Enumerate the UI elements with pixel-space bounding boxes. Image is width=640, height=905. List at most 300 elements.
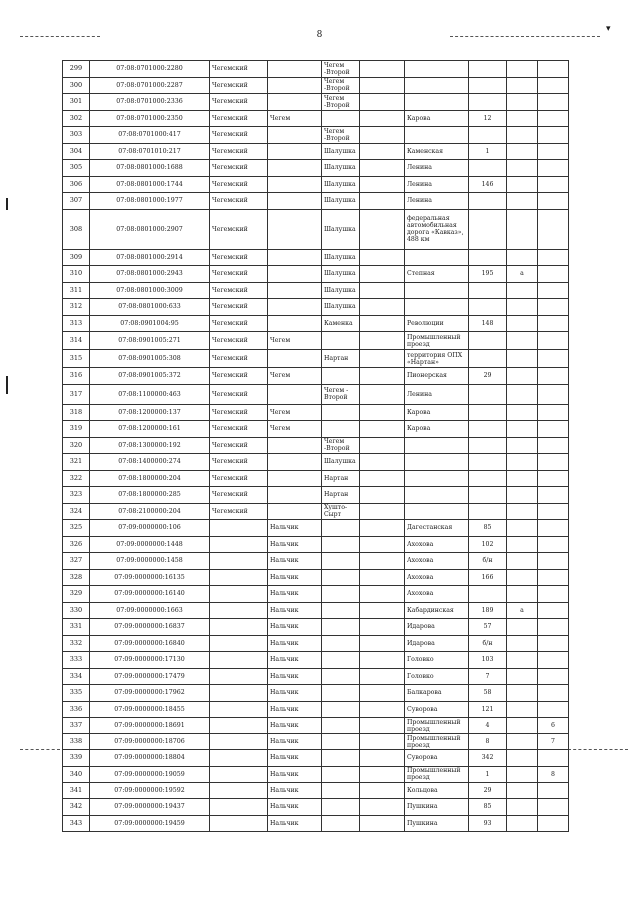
municipality-cell: [210, 766, 268, 782]
municipality-cell: Чегемский: [210, 454, 268, 471]
settlement-cell: [268, 193, 322, 210]
street-cell: [405, 282, 469, 299]
house-cell: 8: [469, 734, 507, 750]
locality-cell: [322, 110, 360, 127]
table-row: [63, 602, 569, 619]
house-cell: [469, 437, 507, 454]
municipality-cell: [210, 536, 268, 553]
cadastral-number-cell: 07:08:1100000:463: [90, 384, 210, 404]
apartment-cell: [538, 536, 569, 553]
street-cell: [405, 94, 469, 111]
table-row: [63, 61, 569, 78]
cadastral-number-cell: 07:09:0000000:16840: [90, 635, 210, 652]
table-row: [63, 77, 569, 94]
village-cell: [360, 701, 405, 718]
municipality-cell: Чегемский: [210, 160, 268, 177]
settlement-cell: Нальчик: [268, 685, 322, 702]
row-number-cell: 314: [63, 332, 90, 350]
row-number-cell: 315: [63, 350, 90, 368]
street-cell: Ленина: [405, 384, 469, 404]
village-cell: [360, 536, 405, 553]
village-cell: [360, 127, 405, 144]
settlement-cell: [268, 282, 322, 299]
apartment-cell: [538, 701, 569, 718]
row-number-cell: 300: [63, 77, 90, 94]
municipality-cell: Чегемский: [210, 77, 268, 94]
house-cell: [469, 470, 507, 487]
table-row: [63, 569, 569, 586]
municipality-cell: [210, 718, 268, 734]
municipality-cell: [210, 652, 268, 669]
table-row: [63, 266, 569, 283]
house-cell: 166: [469, 569, 507, 586]
table-row: [63, 815, 569, 832]
street-cell: Пушкина: [405, 799, 469, 816]
street-cell: Дагестанская: [405, 520, 469, 537]
street-cell: Ленина: [405, 160, 469, 177]
locality-cell: [322, 586, 360, 603]
cadastral-number-cell: 07:09:0000000:1663: [90, 602, 210, 619]
table-row: [63, 652, 569, 669]
settlement-cell: [268, 470, 322, 487]
street-cell: Ленина: [405, 176, 469, 193]
settlement-cell: [268, 384, 322, 404]
building-cell: а: [507, 602, 538, 619]
building-cell: [507, 520, 538, 537]
street-cell: Головко: [405, 668, 469, 685]
building-cell: [507, 799, 538, 816]
building-cell: [507, 569, 538, 586]
apartment-cell: 6: [538, 718, 569, 734]
street-cell: Промышленный проезд: [405, 332, 469, 350]
house-cell: 93: [469, 815, 507, 832]
village-cell: [360, 799, 405, 816]
settlement-cell: Нальчик: [268, 750, 322, 767]
municipality-cell: [210, 586, 268, 603]
village-cell: [360, 421, 405, 438]
apartment-cell: [538, 176, 569, 193]
table-row: [63, 619, 569, 636]
settlement-cell: [268, 94, 322, 111]
house-cell: 148: [469, 315, 507, 332]
house-cell: [469, 282, 507, 299]
settlement-cell: Нальчик: [268, 782, 322, 799]
settlement-cell: Нальчик: [268, 602, 322, 619]
house-cell: [469, 586, 507, 603]
house-cell: 189: [469, 602, 507, 619]
cadastral-number-cell: 07:09:0000000:19592: [90, 782, 210, 799]
village-cell: [360, 266, 405, 283]
locality-cell: Шалушка: [322, 299, 360, 316]
municipality-cell: Чегемский: [210, 437, 268, 454]
village-cell: [360, 368, 405, 385]
table-row: [63, 299, 569, 316]
cadastral-number-cell: 07:08:1200000:161: [90, 421, 210, 438]
house-cell: [469, 193, 507, 210]
cadastral-number-cell: 07:08:1800000:204: [90, 470, 210, 487]
street-cell: Кольцова: [405, 782, 469, 799]
village-cell: [360, 586, 405, 603]
street-cell: [405, 437, 469, 454]
table-row: [63, 718, 569, 734]
municipality-cell: [210, 734, 268, 750]
apartment-cell: [538, 77, 569, 94]
building-cell: [507, 586, 538, 603]
village-cell: [360, 282, 405, 299]
scan-tick-mark: ▾: [606, 24, 611, 34]
house-cell: [469, 404, 507, 421]
apartment-cell: [538, 315, 569, 332]
locality-cell: Чегем -Второй: [322, 127, 360, 144]
locality-cell: Шалушка: [322, 249, 360, 266]
street-cell: [405, 487, 469, 504]
house-cell: [469, 77, 507, 94]
table-row: [63, 635, 569, 652]
settlement-cell: [268, 299, 322, 316]
house-cell: 85: [469, 520, 507, 537]
village-cell: [360, 193, 405, 210]
apartment-cell: [538, 160, 569, 177]
cadastral-number-cell: 07:09:0000000:17479: [90, 668, 210, 685]
street-cell: Ахохова: [405, 536, 469, 553]
village-cell: [360, 750, 405, 767]
village-cell: [360, 782, 405, 799]
apartment-cell: [538, 249, 569, 266]
row-number-cell: 312: [63, 299, 90, 316]
settlement-cell: [268, 437, 322, 454]
village-cell: [360, 734, 405, 750]
building-cell: [507, 384, 538, 404]
house-cell: 146: [469, 176, 507, 193]
village-cell: [360, 470, 405, 487]
village-cell: [360, 503, 405, 520]
cadastral-number-cell: 07:08:1800000:285: [90, 487, 210, 504]
village-cell: [360, 110, 405, 127]
village-cell: [360, 176, 405, 193]
cadastral-number-cell: 07:09:0000000:18455: [90, 701, 210, 718]
settlement-cell: Нальчик: [268, 652, 322, 669]
building-cell: [507, 350, 538, 368]
locality-cell: [322, 734, 360, 750]
table-body: [63, 61, 569, 832]
row-number-cell: 334: [63, 668, 90, 685]
locality-cell: Нартан: [322, 487, 360, 504]
village-cell: [360, 685, 405, 702]
apartment-cell: [538, 384, 569, 404]
building-cell: [507, 668, 538, 685]
house-cell: 103: [469, 652, 507, 669]
street-cell: Идарова: [405, 619, 469, 636]
building-cell: [507, 553, 538, 570]
village-cell: [360, 602, 405, 619]
apartment-cell: [538, 421, 569, 438]
settlement-cell: [268, 209, 322, 249]
house-cell: б/н: [469, 553, 507, 570]
table-row: [63, 249, 569, 266]
cadastral-number-cell: 07:08:0701000:2350: [90, 110, 210, 127]
village-cell: [360, 404, 405, 421]
building-cell: [507, 94, 538, 111]
table-row: [63, 701, 569, 718]
locality-cell: Нартан: [322, 470, 360, 487]
apartment-cell: [538, 602, 569, 619]
settlement-cell: Нальчик: [268, 619, 322, 636]
building-cell: [507, 332, 538, 350]
scan-line-fold-right: [568, 749, 628, 750]
table-row: [63, 750, 569, 767]
municipality-cell: [210, 668, 268, 685]
street-cell: Карова: [405, 421, 469, 438]
settlement-cell: Нальчик: [268, 553, 322, 570]
house-cell: 58: [469, 685, 507, 702]
table-row: [63, 110, 569, 127]
building-cell: [507, 782, 538, 799]
settlement-cell: [268, 160, 322, 177]
locality-cell: Шалушка: [322, 282, 360, 299]
locality-cell: [322, 404, 360, 421]
table-row: [63, 782, 569, 799]
village-cell: [360, 635, 405, 652]
locality-cell: [322, 782, 360, 799]
locality-cell: [322, 701, 360, 718]
cadastral-number-cell: 07:09:0000000:19437: [90, 799, 210, 816]
municipality-cell: Чегемский: [210, 110, 268, 127]
house-cell: [469, 421, 507, 438]
street-cell: [405, 127, 469, 144]
apartment-cell: [538, 799, 569, 816]
street-cell: Каменская: [405, 143, 469, 160]
locality-cell: [322, 536, 360, 553]
house-cell: 7: [469, 668, 507, 685]
row-number-cell: 308: [63, 209, 90, 249]
table-row: [63, 454, 569, 471]
municipality-cell: [210, 701, 268, 718]
house-cell: [469, 249, 507, 266]
building-cell: [507, 404, 538, 421]
village-cell: [360, 209, 405, 249]
street-cell: Ахохова: [405, 553, 469, 570]
table-row: [63, 766, 569, 782]
building-cell: [507, 487, 538, 504]
cadastral-number-cell: 07:08:0701000:2280: [90, 61, 210, 78]
settlement-cell: [268, 143, 322, 160]
row-number-cell: 299: [63, 61, 90, 78]
village-cell: [360, 94, 405, 111]
settlement-cell: [268, 77, 322, 94]
row-number-cell: 313: [63, 315, 90, 332]
building-cell: [507, 421, 538, 438]
row-number-cell: 302: [63, 110, 90, 127]
cadastral-number-cell: 07:09:0000000:106: [90, 520, 210, 537]
settlement-cell: [268, 487, 322, 504]
settlement-cell: Чегем: [268, 421, 322, 438]
locality-cell: [322, 520, 360, 537]
locality-cell: Чегем -Второй: [322, 437, 360, 454]
locality-cell: Чегем -Второй: [322, 77, 360, 94]
municipality-cell: Чегемский: [210, 470, 268, 487]
cadastral-number-cell: 07:08:0901005:308: [90, 350, 210, 368]
building-cell: [507, 734, 538, 750]
municipality-cell: Чегемский: [210, 299, 268, 316]
page-number: 8: [316, 30, 324, 40]
building-cell: а: [507, 266, 538, 283]
building-cell: [507, 193, 538, 210]
table-row: [63, 520, 569, 537]
apartment-cell: [538, 668, 569, 685]
building-cell: [507, 282, 538, 299]
settlement-cell: Нальчик: [268, 815, 322, 832]
table-row: [63, 470, 569, 487]
village-cell: [360, 160, 405, 177]
cadastral-number-cell: 07:08:1400000:274: [90, 454, 210, 471]
table-row: [63, 799, 569, 816]
apartment-cell: [538, 350, 569, 368]
street-cell: Пионерская: [405, 368, 469, 385]
street-cell: [405, 454, 469, 471]
building-cell: [507, 652, 538, 669]
apartment-cell: [538, 437, 569, 454]
building-cell: [507, 454, 538, 471]
building-cell: [507, 750, 538, 767]
table-row: [63, 193, 569, 210]
house-cell: 1: [469, 143, 507, 160]
settlement-cell: Нальчик: [268, 520, 322, 537]
table-row: [63, 332, 569, 350]
settlement-cell: Нальчик: [268, 799, 322, 816]
row-number-cell: 301: [63, 94, 90, 111]
locality-cell: Шалушка: [322, 176, 360, 193]
apartment-cell: [538, 503, 569, 520]
row-number-cell: 343: [63, 815, 90, 832]
house-cell: [469, 127, 507, 144]
building-cell: [507, 299, 538, 316]
locality-cell: Шалушка: [322, 266, 360, 283]
row-number-cell: 305: [63, 160, 90, 177]
apartment-cell: [538, 652, 569, 669]
apartment-cell: [538, 635, 569, 652]
village-cell: [360, 619, 405, 636]
house-cell: [469, 350, 507, 368]
house-cell: 121: [469, 701, 507, 718]
margin-mark-1: [6, 198, 8, 210]
settlement-cell: Нальчик: [268, 734, 322, 750]
municipality-cell: [210, 619, 268, 636]
settlement-cell: Нальчик: [268, 635, 322, 652]
row-number-cell: 337: [63, 718, 90, 734]
cadastral-number-cell: 07:09:0000000:1448: [90, 536, 210, 553]
table-row: [63, 668, 569, 685]
cadastral-number-cell: 07:08:0801000:1977: [90, 193, 210, 210]
apartment-cell: [538, 368, 569, 385]
cadastral-number-cell: 07:08:0801000:2907: [90, 209, 210, 249]
locality-cell: [322, 685, 360, 702]
table-row: [63, 350, 569, 368]
street-cell: Ахохова: [405, 586, 469, 603]
locality-cell: Шалушка: [322, 209, 360, 249]
locality-cell: [322, 750, 360, 767]
cadastral-number-cell: 07:08:0801000:2914: [90, 249, 210, 266]
house-cell: [469, 454, 507, 471]
village-cell: [360, 249, 405, 266]
settlement-cell: [268, 127, 322, 144]
row-number-cell: 340: [63, 766, 90, 782]
locality-cell: Шалушка: [322, 454, 360, 471]
cadastral-table: [62, 60, 569, 832]
house-cell: [469, 503, 507, 520]
street-cell: Революции: [405, 315, 469, 332]
building-cell: [507, 368, 538, 385]
house-cell: 29: [469, 368, 507, 385]
village-cell: [360, 652, 405, 669]
settlement-cell: [268, 454, 322, 471]
house-cell: 102: [469, 536, 507, 553]
row-number-cell: 322: [63, 470, 90, 487]
apartment-cell: [538, 553, 569, 570]
locality-cell: [322, 332, 360, 350]
settlement-cell: Нальчик: [268, 718, 322, 734]
street-cell: Суворова: [405, 750, 469, 767]
row-number-cell: 328: [63, 569, 90, 586]
municipality-cell: [210, 635, 268, 652]
table-row: [63, 143, 569, 160]
municipality-cell: Чегемский: [210, 143, 268, 160]
street-cell: [405, 470, 469, 487]
cadastral-number-cell: 07:08:2100000:204: [90, 503, 210, 520]
street-cell: Карова: [405, 110, 469, 127]
row-number-cell: 319: [63, 421, 90, 438]
municipality-cell: Чегемский: [210, 404, 268, 421]
apartment-cell: [538, 454, 569, 471]
building-cell: [507, 143, 538, 160]
house-cell: [469, 61, 507, 78]
margin-mark-2: [6, 376, 8, 394]
municipality-cell: Чегемский: [210, 94, 268, 111]
table-row: [63, 487, 569, 504]
building-cell: [507, 503, 538, 520]
apartment-cell: [538, 569, 569, 586]
locality-cell: Шалушка: [322, 193, 360, 210]
table-row: [63, 315, 569, 332]
locality-cell: [322, 619, 360, 636]
municipality-cell: Чегемский: [210, 127, 268, 144]
street-cell: Ленина: [405, 193, 469, 210]
row-number-cell: 333: [63, 652, 90, 669]
municipality-cell: [210, 553, 268, 570]
municipality-cell: [210, 782, 268, 799]
row-number-cell: 338: [63, 734, 90, 750]
locality-cell: [322, 368, 360, 385]
cadastral-number-cell: 07:09:0000000:17130: [90, 652, 210, 669]
locality-cell: Чегем -Второй: [322, 94, 360, 111]
village-cell: [360, 350, 405, 368]
apartment-cell: [538, 94, 569, 111]
street-cell: Суворова: [405, 701, 469, 718]
row-number-cell: 336: [63, 701, 90, 718]
street-cell: Промышленный проезд: [405, 766, 469, 782]
cadastral-number-cell: 07:08:0701000:2336: [90, 94, 210, 111]
row-number-cell: 325: [63, 520, 90, 537]
locality-cell: [322, 766, 360, 782]
cadastral-number-cell: 07:09:0000000:18706: [90, 734, 210, 750]
settlement-cell: [268, 315, 322, 332]
municipality-cell: [210, 815, 268, 832]
house-cell: [469, 487, 507, 504]
row-number-cell: 321: [63, 454, 90, 471]
street-cell: Идарова: [405, 635, 469, 652]
street-cell: Карова: [405, 404, 469, 421]
building-cell: [507, 209, 538, 249]
building-cell: [507, 315, 538, 332]
